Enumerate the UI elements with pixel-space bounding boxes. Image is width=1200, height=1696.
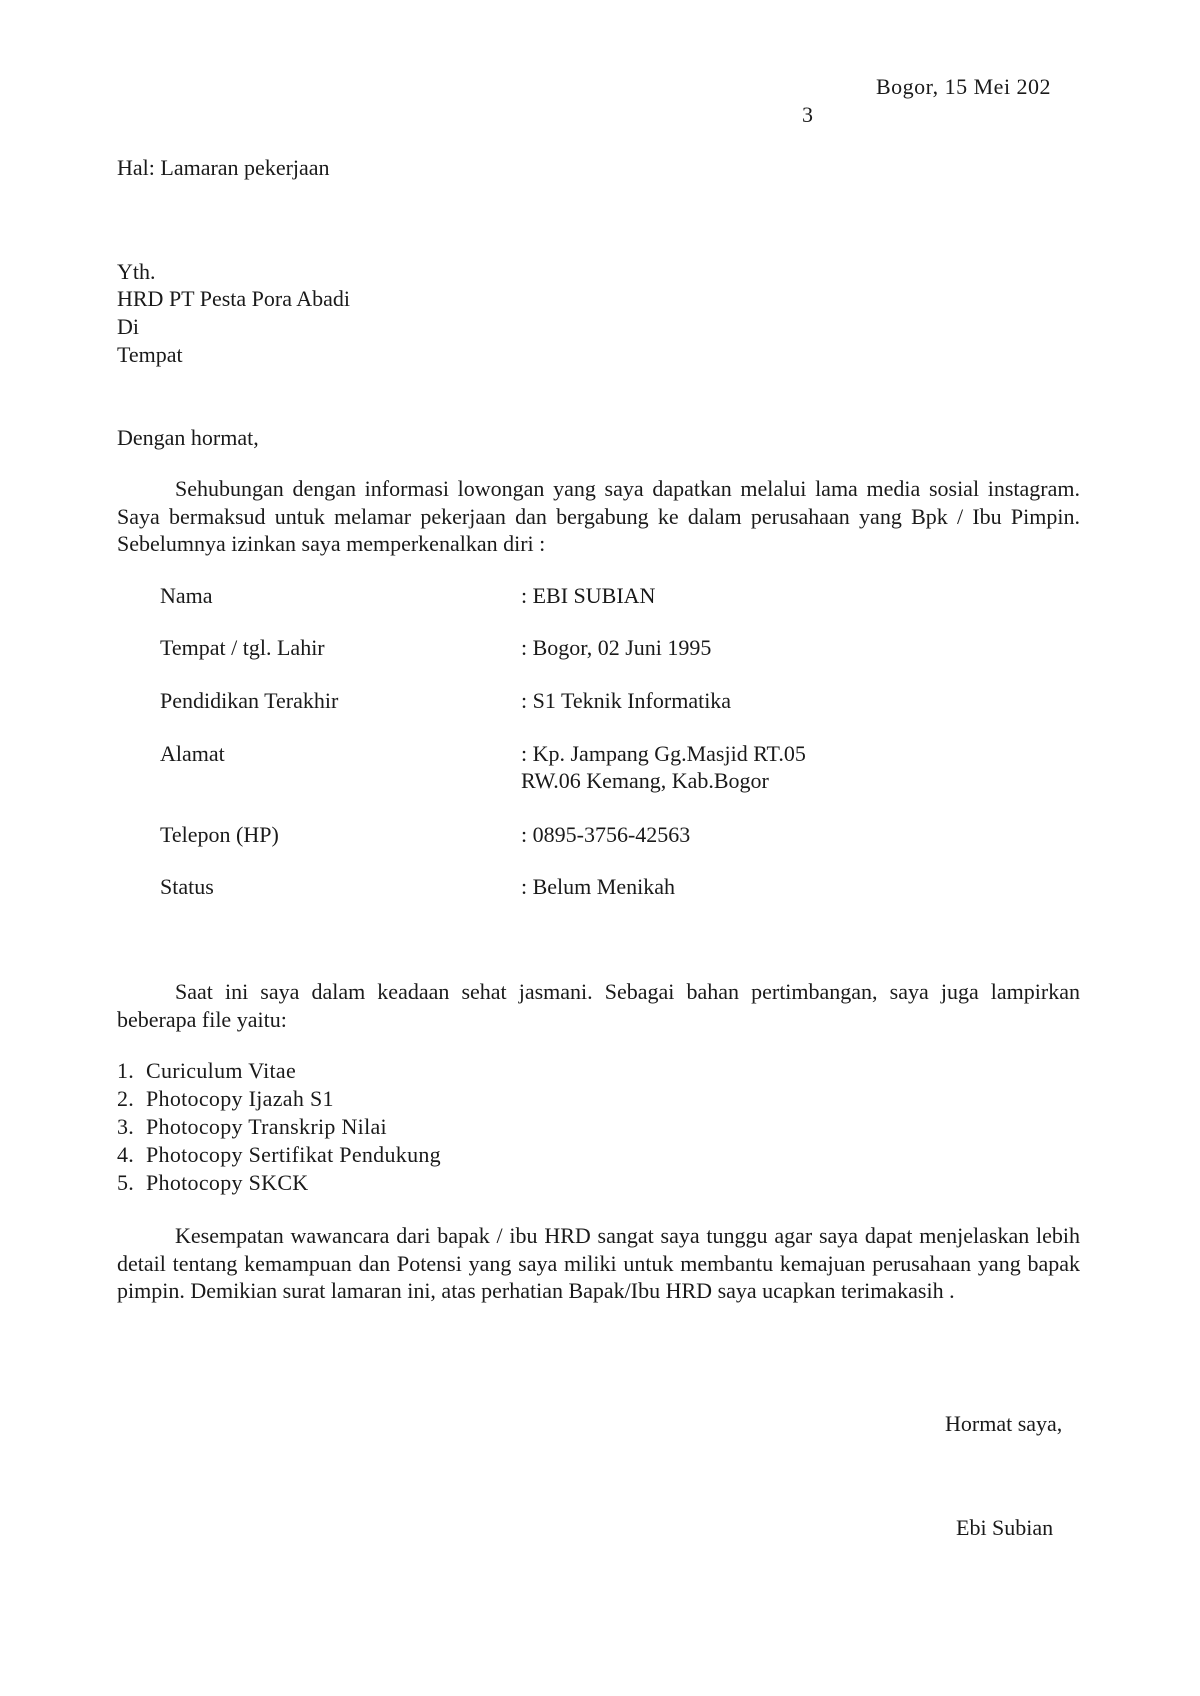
health-paragraph-text: Saat ini saya dalam keadaan sehat jasmani. Sebagai bahan pertimbangan, saya juga lampirkan beberapa file yaitu:: [117, 979, 1080, 1032]
field-value-birth: : Bogor, 02 Juni 1995: [521, 635, 712, 660]
attachment-number: 2.: [117, 1086, 135, 1111]
attachment-text: Photocopy SKCK: [146, 1170, 309, 1195]
letter-date: Bogor, 15 Mei 202: [876, 74, 1052, 99]
attachment-item: [117, 1057, 296, 1085]
field-label-education: Pendidikan Terakhir: [160, 688, 339, 713]
signature-name: Ebi Subian: [956, 1515, 1054, 1540]
opening-paragraph-text: Sehubungan dengan informasi lowongan yang saya dapatkan melalui lama media sosial instagram. Saya bermaksud untuk melamar pekerjaan dan bergabung ke dalam perusahaan yang Bpk / Ibu Pimpin. Sebelumnya izinkan saya memperkenalkan diri :: [117, 476, 1080, 556]
closing-paragraph: [117, 1222, 1080, 1305]
attachment-number: 5.: [117, 1170, 135, 1195]
recipient-name: HRD PT Pesta Pora Abadi: [117, 286, 351, 311]
field-label-status: Status: [160, 874, 214, 899]
opening-paragraph: [117, 475, 1080, 558]
attachment-item: [117, 1141, 441, 1169]
field-value-phone: : 0895-3756-42563: [521, 822, 691, 847]
attachment-text: Photocopy Transkrip Nilai: [146, 1114, 387, 1139]
attachment-text: Photocopy Ijazah S1: [146, 1086, 334, 1111]
field-value-name: : EBI SUBIAN: [521, 583, 656, 608]
field-label-birth: Tempat / tgl. Lahir: [160, 635, 325, 660]
field-value-education: : S1 Teknik Informatika: [521, 688, 732, 713]
field-value-status: : Belum Menikah: [521, 874, 675, 899]
field-label-address: Alamat: [160, 741, 225, 766]
attachment-text: Curiculum Vitae: [146, 1058, 297, 1083]
recipient-salutation: Yth.: [117, 259, 156, 284]
attachment-number: 4.: [117, 1142, 135, 1167]
letter-subject: Hal: Lamaran pekerjaan: [117, 155, 330, 180]
attachment-item: [117, 1113, 387, 1141]
attachment-number: 3.: [117, 1114, 135, 1139]
field-label-phone: Telepon (HP): [160, 822, 279, 847]
recipient-place: Tempat: [117, 342, 183, 367]
attachment-item: [117, 1169, 309, 1197]
recipient-di: Di: [117, 314, 139, 339]
attachment-number: 1.: [117, 1058, 135, 1083]
greeting: Dengan hormat,: [117, 425, 259, 450]
field-label-name: Nama: [160, 583, 213, 608]
attachment-item: [117, 1085, 334, 1113]
field-value-address-line2: RW.06 Kemang, Kab.Bogor: [521, 768, 769, 793]
letter-date-continued: 3: [802, 102, 813, 127]
field-value-address-line1: : Kp. Jampang Gg.Masjid RT.05: [521, 741, 806, 766]
attachment-text: Photocopy Sertifikat Pendukung: [146, 1142, 441, 1167]
closing-salutation: Hormat saya,: [945, 1411, 1063, 1436]
closing-paragraph-text: Kesempatan wawancara dari bapak / ibu HRD sangat saya tunggu agar saya dapat menjelaskan lebih detail tentang kemampuan dan Potensi yang saya miliki untuk membantu kemajuan perusahaan yang bapak pimpin. Demikian surat lamaran ini, atas perhatian Bapak/Ibu HRD saya ucapkan terimakasih .: [117, 1223, 1080, 1303]
health-paragraph: [117, 978, 1080, 1033]
